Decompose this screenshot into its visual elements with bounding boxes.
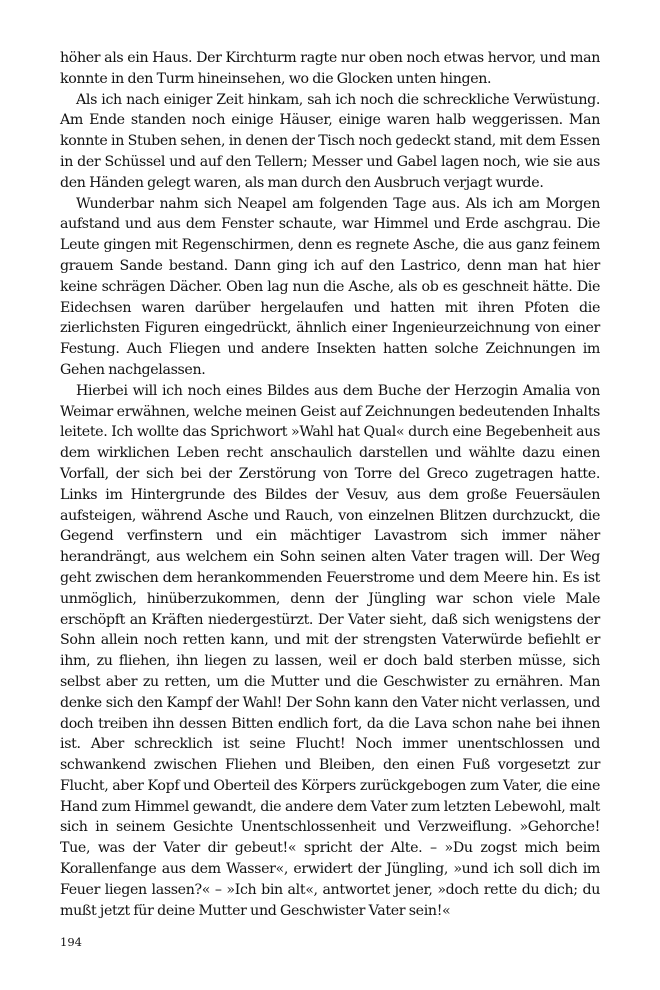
body-text	[60, 48, 600, 921]
paragraph-naples-ash: Wunderbar nahm sich Neapel am folgenden Tage aus. Als ich am Morgen aufstand und aus dem Fenster schaute, war Himmel und Erde aschgrau. Die Leute gingen mit Regenschirmen, denn es regnete Asche, die aus ganz feinem grauem Sande bestand. Dann ging ich auf den Lastrico, denn man hat hier keine schrägen Dächer. Oben lag nun die Asche, als ob es geschneit hätte. Die Eidechsen waren darüber hergelaufen und hatten mit ihren Pfoten die zierlichsten Figuren eingedrückt, ähnlich einer Ingenieurzeichnung von einer Festung. Auch Fliegen und andere Insekten hatten solche Zeichnungen im Gehen nachgelassen.	[60, 195, 600, 378]
paragraph-devastation: Als ich nach einiger Zeit hinkam, sah ich noch die schreckliche Verwüstung. Am Ende standen noch einige Häuser, einige waren halb weggerissen. Man konnte in Stuben sehen, in denen der Tisch noch gedeckt stand, mit dem Essen in der Schüssel und auf den Tellern; Messer und Gabel lagen noch, wie sie aus den Händen gelegt waren, als man durch den Ausbruch verjagt wurde.	[60, 91, 600, 191]
page-number: 194	[60, 935, 82, 949]
paragraph-painting: Hierbei will ich noch eines Bildes aus dem Buche der Herzogin Amalia von Weimar erwähnen, welche meinen Geist auf Zeichnungen bedeutenden Inhalts leitete. Ich wollte das Sprichwort »Wahl hat Qual« durch eine Begebenheit aus dem wirklichen Leben recht anschaulich darstellen und wählte dazu einen Vorfall, der sich bei der Zerstörung von Torre del Greco zugetragen hatte. Links im Hintergrunde des Bildes der Vesuv, aus dem große Feuersäulen aufsteigen, während Asche und Rauch, von einzelnen Blitzen durchzuckt, die Gegend verfinstern und ein mächtiger Lavastrom sich immer näher herandrängt, aus welchem ein Sohn seinen alten Vater tragen will. Der Weg geht zwischen dem herankommenden Feuerstrome und dem Meere hin. Es ist unmöglich, hinüberzukommen, denn der Jüngling war schon viele Male erschöpft an Kräften niedergestürzt. Der Vater sieht, daß sich wenigstens der Sohn allein noch retten kann, und mit der strengsten Vaterwürde befiehlt er ihm, zu fliehen, ihn liegen zu lassen, weil er doch bald sterben müsse, sich selbst aber zu retten, um die Mutter und die Geschwister zu ernähren. Man denke sich den Kampf der Wahl! Der Sohn kann den Vater nicht verlassen, und doch treiben ihn dessen Bitten endlich fort, da die Lava schon nahe bei ihnen ist. Aber schrecklich ist seine Flucht! Noch immer unentschlossen und schwankend zwischen Fliehen und Bleiben, den einen Fuß vorgesetzt zur Flucht, aber Kopf und Oberteil des Körpers zurückgebogen zum Vater, die eine Hand zum Himmel gewandt, die andere dem Vater zum letzten Lebewohl, malt sich in seinem Gesichte Unentschlossenheit und Verzweiflung. »Gehorche! Tue, was der Vater dir gebeut!« spricht der Alte. – »Du zogst mich beim Korallenfange aus dem Wasser«, erwidert der Jüngling, »und ich soll dich im Feuer liegen lassen?« – »Ich bin alt«, antwortet jener, »doch rette du dich; du mußt jetzt für deine Mutter und Geschwister Vater sein!«	[60, 382, 600, 919]
paragraph-continuation: höher als ein Haus. Der Kirchturm ragte nur oben noch etwas hervor, und man konnte in den Turm hineinsehen, wo die Glocken unten hingen.	[60, 50, 600, 87]
book-page	[60, 48, 600, 948]
